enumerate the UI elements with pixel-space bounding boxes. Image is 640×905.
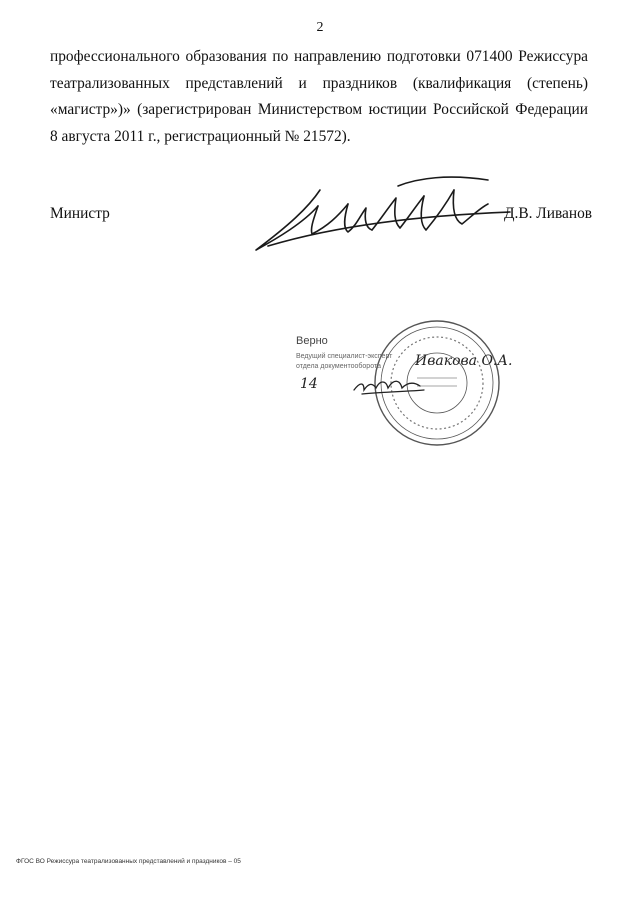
handwritten-month bbox=[350, 370, 430, 400]
certifier-position: Ведущий специалист-эксперт bbox=[296, 353, 393, 360]
body-line: театрализованных представлений и праздников (квалификация (степень) bbox=[50, 74, 588, 92]
body-line: 8 августа 2011 г., регистрационный № 21572). bbox=[50, 127, 351, 145]
certifier-handwritten-name: Ивакова О.А. bbox=[415, 353, 513, 369]
body-paragraph bbox=[50, 44, 588, 150]
footer-text: ФГОС ВО Режиссура театрализованных представлений и праздников – 05 bbox=[16, 858, 241, 865]
certification-label: Верно bbox=[296, 335, 328, 347]
body-line: профессионального образования по направлению подготовки 071400 Режиссура bbox=[50, 48, 588, 65]
page-number: 2 bbox=[316, 20, 324, 35]
signatory-title: Министр bbox=[50, 205, 110, 222]
certification-day: 14 bbox=[300, 376, 318, 392]
certification-stamp-block bbox=[280, 318, 520, 448]
certifier-department: отдела документооборота bbox=[296, 363, 381, 370]
body-line: «магистр»)» (зарегистрирован Министерством юстиции Российской Федерации bbox=[50, 101, 588, 118]
signatory-name: Д.В. Ливанов bbox=[504, 205, 593, 222]
handwritten-signature bbox=[248, 168, 518, 258]
